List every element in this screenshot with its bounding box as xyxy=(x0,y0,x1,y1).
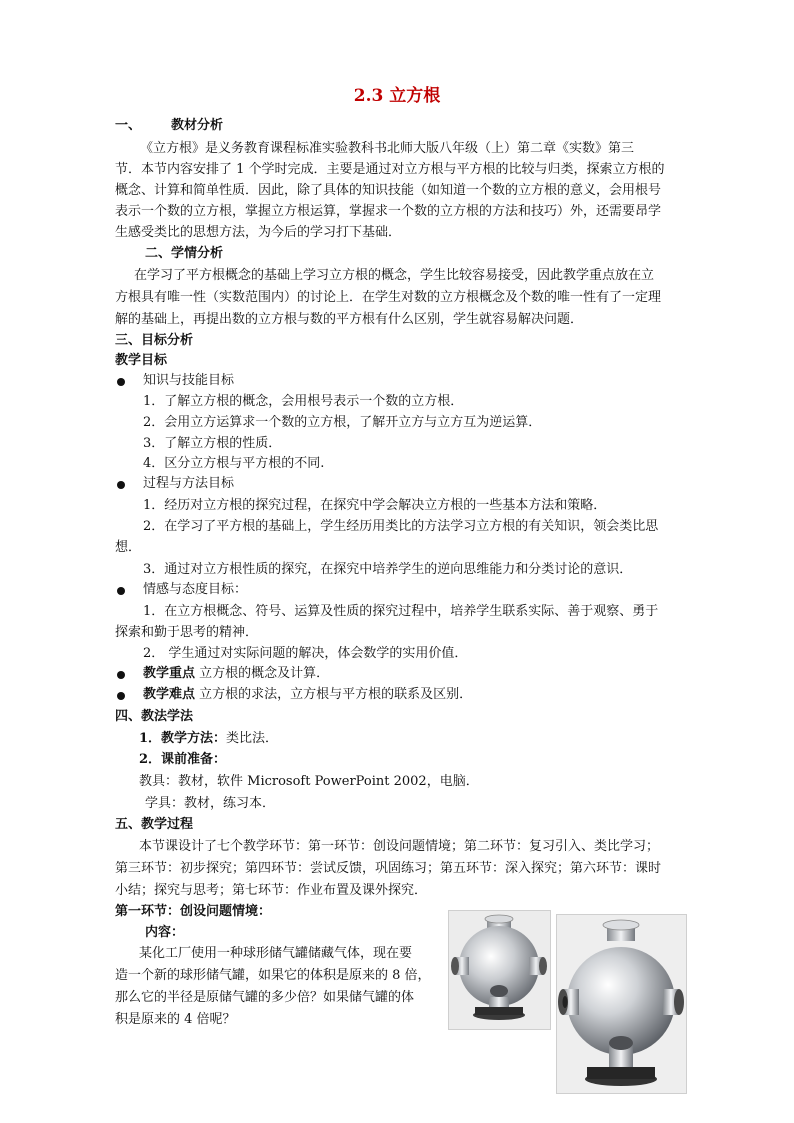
section-2-heading: 二、学情分析 xyxy=(145,246,224,261)
section-1-heading xyxy=(115,118,223,134)
section-1-number: 一、 xyxy=(115,118,142,133)
paragraph-line: 表示一个数的立方根，掌握立方根运算，掌握求一个数的立方根的方法和技巧）外，还需要昂学 xyxy=(115,204,662,219)
bullet-icon xyxy=(117,378,125,386)
process-goal-item: 1．经历对立方根的探究过程，在探究中学会解决立方根的一些基本方法和策略． xyxy=(143,498,607,513)
knowledge-goal-item: 1．了解立方根的概念，会用根号表示一个数的立方根． xyxy=(143,394,464,409)
bullet-icon xyxy=(117,692,125,700)
difficulty-point-text: 立方根的求法，立方根与平方根的联系及区别． xyxy=(195,687,473,702)
gas-tank-photo-large xyxy=(556,914,687,1094)
section-1-title: 教材分析 xyxy=(171,118,224,133)
paragraph-line: 节．本节内容安排了 1 个学时完成．主要是通过对立方根与平方根的比较与归类，探索立方根的 xyxy=(115,162,665,177)
paragraph-line: 在学习了平方根概念的基础上学习立方根的概念，学生比较容易接受，因此教学重点放在立 xyxy=(134,268,655,283)
difficulty-point xyxy=(143,687,472,703)
teaching-method-label: 1．教学方法： xyxy=(139,731,227,746)
problem-line: 积是原来的 4 倍呢？ xyxy=(115,1012,236,1027)
paragraph-line: 生感受类比的思想方法，为今后的学习打下基础． xyxy=(115,225,402,240)
paragraph-line: 第三环节：初步探究；第四环节：尝试反馈，巩固练习；第五环节：深入探究；第六环节：课时 xyxy=(115,861,662,876)
bullet-icon xyxy=(117,587,125,595)
gas-tank-photo-small xyxy=(448,910,551,1030)
content-label: 内容： xyxy=(145,925,185,940)
bullet-icon xyxy=(117,671,125,679)
knowledge-goal-label: 知识与技能目标 xyxy=(143,373,235,388)
paragraph-line: 《立方根》是义务教育课程标准实验教科书北师大版八年级（上）第二章《实数》第三 xyxy=(140,141,635,156)
bullet-icon xyxy=(117,481,125,489)
teacher-tools: 教具：教材，软件 Microsoft PowerPoint 2002，电脑． xyxy=(139,774,479,789)
knowledge-goal-item: 3．了解立方根的性质． xyxy=(143,436,282,451)
attitude-goal-item: 2． 学生通过对实际问题的解决，体会数学的实用价值． xyxy=(143,646,468,661)
process-goal-item: 想． xyxy=(115,540,142,555)
teaching-method-text: 类比法． xyxy=(226,731,279,746)
problem-line: 某化工厂使用一种球形储气罐储藏气体，现在要 xyxy=(139,946,413,961)
teaching-method xyxy=(139,731,278,747)
teaching-goals-label: 教学目标 xyxy=(115,353,168,368)
problem-line: 造一个新的球形储气罐，如果它的体积是原来的 8 倍， xyxy=(115,968,431,983)
key-point-text: 立方根的概念及计算． xyxy=(195,666,330,681)
section-5-heading: 五、教学过程 xyxy=(115,817,194,832)
attitude-goal-label: 情感与态度目标： xyxy=(143,582,248,597)
paragraph-line: 概念、计算和简单性质．因此，除了具体的知识技能（如知道一个数的立方根的意义，会用根号 xyxy=(115,183,662,198)
attitude-goal-item: 1．在立方根概念、符号、运算及性质的探究过程中，培养学生联系实际、善于观察、勇于 xyxy=(143,604,659,619)
paragraph-line: 解的基础上，再提出数的立方根与数的平方根有什么区别，学生就容易解决问题． xyxy=(115,312,584,327)
process-goal-label: 过程与方法目标 xyxy=(143,476,235,491)
process-goal-item: 2．在学习了平方根的基础上，学生经历用类比的方法学习立方根的有关知识，领会类比思 xyxy=(143,519,659,534)
difficulty-point-label: 教学难点 xyxy=(143,687,196,702)
paragraph-line: 小结；探究与思考；第七环节：作业布置及课外探究． xyxy=(115,883,428,898)
process-goal-item: 3．通过对立方根性质的探究，在探究中培养学生的逆向思维能力和分类讨论的意识． xyxy=(143,562,633,577)
knowledge-goal-item: 4．区分立方根与平方根的不同. xyxy=(143,456,325,471)
problem-line: 那么它的半径是原储气罐的多少倍？如果储气罐的体 xyxy=(115,990,415,1005)
section-4-heading: 四、教法学法 xyxy=(115,709,194,724)
page-title: 2.3 立方根 xyxy=(353,86,441,106)
attitude-goal-item: 探索和勤于思考的精神． xyxy=(115,625,259,640)
paragraph-line: 本节课设计了七个教学环节：第一环节：创设问题情境；第二环节：复习引入、类比学习； xyxy=(139,839,660,854)
knowledge-goal-item: 2．会用立方运算求一个数的立方根，了解开立方与立方互为逆运算． xyxy=(143,415,542,430)
key-point-label: 教学重点 xyxy=(143,666,196,681)
key-point xyxy=(143,666,329,682)
student-tools: 学具：教材，练习本． xyxy=(145,796,276,811)
preparation-label: 2．课前准备： xyxy=(139,752,227,767)
section-3-heading: 三、目标分析 xyxy=(115,333,194,348)
step-1-heading: 第一环节：创设问题情境： xyxy=(115,904,272,919)
paragraph-line: 方根具有唯一性（实数范围内）的讨论上．在学生对数的立方根概念及个数的唯一性有了一定理 xyxy=(115,290,662,305)
